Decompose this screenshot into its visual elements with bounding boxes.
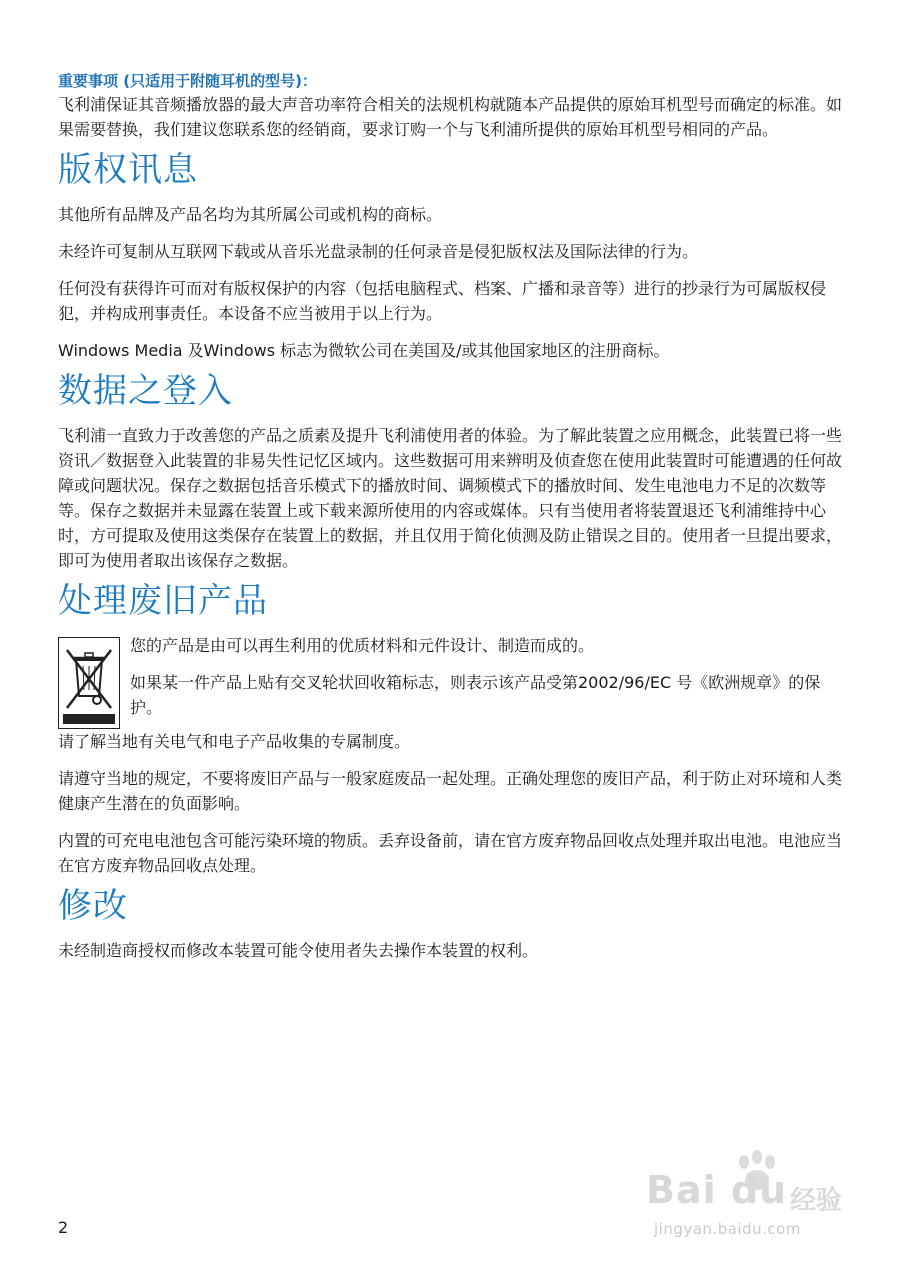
disposal-paragraph: 内置的可充电电池包含可能污染环境的物质。丢弃设备前，请在官方废弃物品回收点处理并取出电池。电池应当在官方废弃物品回收点处理。 (58, 831, 843, 875)
recycle-text (130, 633, 848, 720)
modification-section (58, 884, 848, 963)
modification-text: 未经制造商授权而修改本装置可能令使用者失去操作本装置的权利。 (58, 941, 539, 960)
data-logging-text: 飞利浦一直致力于改善您的产品之质素及提升飞利浦使用者的体验。为了解此装置之应用概念，此装置已将一些资讯／数据登入此装置的非易失性记忆区域内。这些数据可用来辨明及侦查您在使用此装置时可能遭遇的任何故障或问题状况。保存之数据包括音乐模式下的播放时间、调频模式下的播放时间、发生电池电力不足的次数等等。保存之数据并未显露在装置上或下载来源所使用的内容或媒体。只有当使用者将装置退还飞利浦维持中心时，方可提取及使用这类保存在装置上的数据，并且仅用于简化侦测及防止错误之目的。使用者一旦提出要求，即可为使用者取出该保存之数据。 (58, 426, 843, 570)
copyright-paragraph: 未经许可复制从互联网下载或从音乐光盘录制的任何录音是侵犯版权法及国际法律的行为。 (58, 242, 699, 261)
disposal-paragraph: 请遵守当地的规定，不要将废旧产品与一般家庭废品一起处理。正确处理您的废旧产品，利于防止对环境和人类健康产生潜在的负面影响。 (58, 769, 843, 813)
data-logging-heading: 数据之登入 (58, 371, 233, 411)
disposal-paragraph: 请了解当地有关电气和电子产品收集的专属制度。 (58, 732, 411, 751)
copyright-section (58, 148, 848, 363)
page-number: 2 (58, 1218, 69, 1237)
copyright-paragraph: 任何没有获得许可而对有版权保护的内容（包括电脑程式、档案、广播和录音等）进行的抄录行为可属版权侵犯，并构成刑事责任。本设备不应当被用于以上行为。 (58, 279, 827, 323)
crossed-out-wheelie-bin-icon (58, 637, 120, 729)
disposal-paragraph: 如果某一件产品上贴有交叉轮状回收箱标志，则表示该产品受第2002/96/EC 号《欧洲规章》的保护。 (130, 673, 821, 717)
recycle-block (58, 633, 848, 729)
copyright-paragraph: 其他所有品牌及产品名均为其所属公司或机构的商标。 (58, 205, 443, 224)
important-notice (58, 70, 848, 142)
document-page (58, 70, 848, 963)
copyright-paragraph: Windows Media 及Windows 标志为微软公司在美国及/或其他国家地区的注册商标。 (58, 341, 670, 360)
copyright-heading: 版权讯息 (58, 150, 198, 190)
disposal-heading: 处理废旧产品 (58, 581, 268, 621)
disposal-paragraph: 您的产品是由可以再生利用的优质材料和元件设计、制造而成的。 (130, 636, 595, 655)
modification-heading: 修改 (58, 886, 128, 926)
important-title: 重要事项 (只适用于附随耳机的型号)： (58, 72, 317, 90)
baidu-watermark (640, 1150, 850, 1250)
data-logging-section (58, 369, 848, 573)
watermark-suffix: 经验 (790, 1186, 843, 1216)
watermark-url: jingyan.baidu.com (654, 1220, 801, 1238)
disposal-section (58, 579, 848, 878)
watermark-brand: Bai du (646, 1168, 788, 1212)
important-text: 飞利浦保证其音频播放器的最大声音功率符合相关的法规机构就随本产品提供的原始耳机型号而确定的标准。如果需要替换，我们建议您联系您的经销商，要求订购一个与飞利浦所提供的原始耳机型号相同的产品。 (58, 95, 843, 139)
